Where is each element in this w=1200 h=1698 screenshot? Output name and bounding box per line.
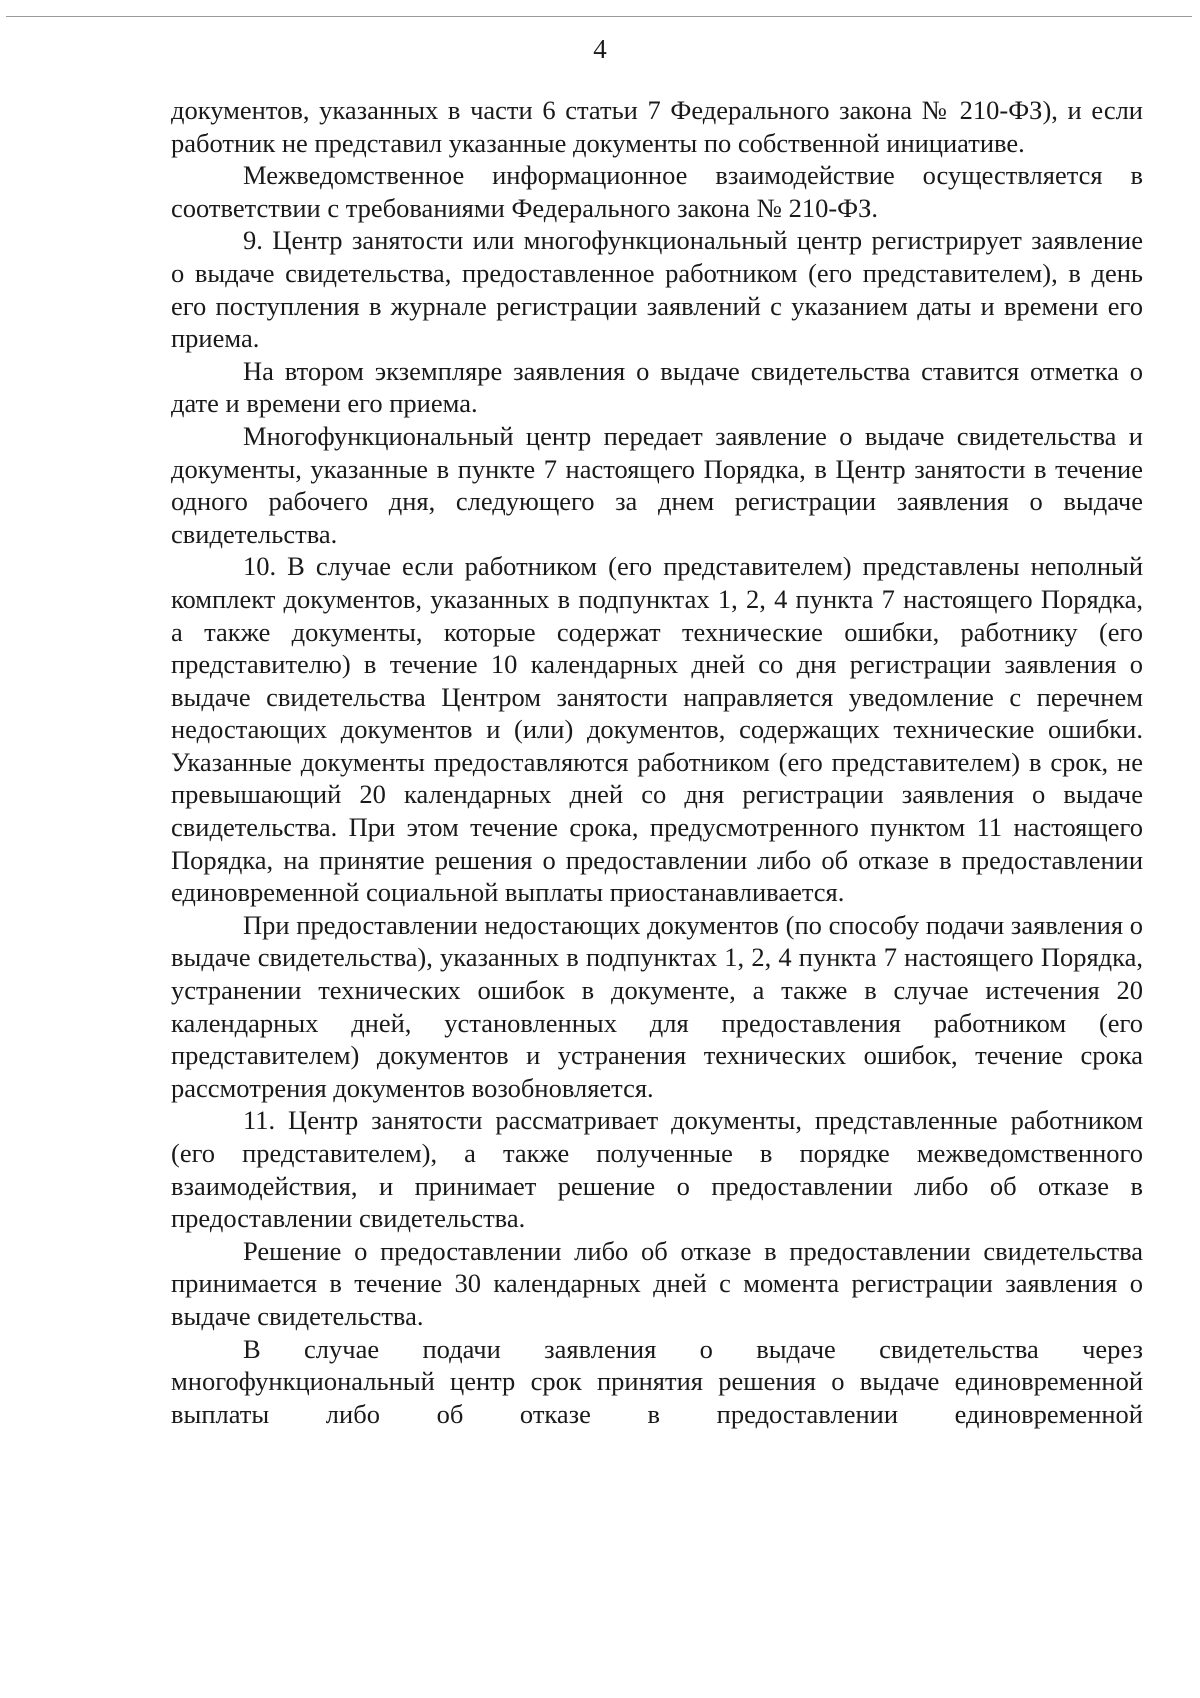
paragraph-continuation: документов, указанных в части 6 статьи 7 Федерального закона № 210-ФЗ), и если работник не представил указанные документы по собственной инициативе.	[171, 95, 1143, 158]
paragraph-second-copy: На втором экземпляре заявления о выдаче свидетельства ставится отметка о дате и времени его приема.	[171, 355, 1143, 419]
paragraph-item-9: 9. Центр занятости или многофункциональный центр регистрирует заявление о выдаче свидетельства, предоставленное работником (его представителем), в день его поступления в журнале регистрации заявлений с указанием даты и времени его приема.	[171, 225, 1143, 354]
document-body	[171, 94, 1143, 1430]
paragraph-decision-term: Решение о предоставлении либо об отказе в предоставлении свидетельства принимается в течение 30 календарных дней с момента регистрации заявления о выдаче свидетельства.	[171, 1235, 1143, 1331]
paragraph-missing-documents: При предоставлении недостающих документов (по способу подачи заявления о выдаче свидетельства), указанных в подпунктах 1, 2, 4 пункта 7 настоящего Порядка, устранении технических ошибок в документе, а также в случае истечения 20 календарных дней, установленных для предоставления работником (его представителем) документов и устранения технических ошибок, течение срока рассмотрения документов возобновляется.	[171, 909, 1143, 1103]
paragraph-item-11: 11. Центр занятости рассматривает документы, представленные работником (его представителем), а также полученные в порядке межведомственного взаимодействия, и принимает решение о предоставлении либо об отказе в предоставлении свидетельства.	[171, 1105, 1143, 1234]
scan-top-edge	[6, 16, 1192, 17]
paragraph-mfc-term: В случае подачи заявления о выдаче свидетельства через многофункциональный центр срок принятия решения о выдаче единовременной выплаты либо об отказе в предоставлении единовременной	[171, 1333, 1143, 1429]
paragraph-mfc-transfer: Многофункциональный центр передает заявление о выдаче свидетельства и документы, указанные в пункте 7 настоящего Порядка, в Центр занятости в течение одного рабочего дня, следующего за днем регистрации заявления о выдаче свидетельства.	[171, 420, 1143, 549]
paragraph-interagency: Межведомственное информационное взаимодействие осуществляется в соответствии с требованиями Федерального закона № 210-ФЗ.	[171, 160, 1143, 223]
page-number: 4	[593, 34, 607, 64]
paragraph-item-10: 10. В случае если работником (его представителем) представлены неполный комплект документов, указанных в подпунктах 1, 2, 4 пункта 7 настоящего Порядка, а также документы, которые содержат технические ошибки, работнику (его представителю) в течение 10 календарных дней со дня регистрации заявления о выдаче свидетельства Центром занятости направляется уведомление с перечнем недостающих документов и (или) документов, содержащих технические ошибки. Указанные документы предоставляются работником (его представителем) в срок, не превышающий 20 календарных дней со дня регистрации заявления о выдаче свидетельства. При этом течение срока, предусмотренного пунктом 11 настоящего Порядка, на принятие решения о предоставлении либо об отказе в предоставлении единовременной социальной выплаты приостанавливается.	[171, 551, 1143, 908]
